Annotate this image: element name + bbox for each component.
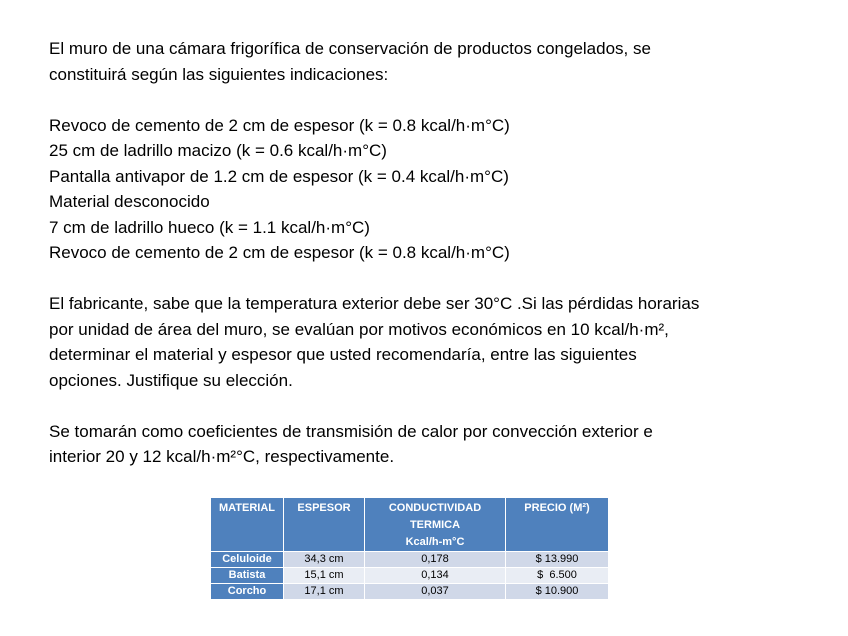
conductividad-cell: 0,037 bbox=[365, 584, 506, 600]
header-conductividad: CONDUCTIVIDAD TERMICA Kcal/h-m°C bbox=[365, 498, 506, 552]
espesor-cell: 17,1 cm bbox=[284, 584, 365, 600]
layer-line: Revoco de cemento de 2 cm de espesor (k = 0.8 kcal/h·m°C) bbox=[49, 115, 510, 135]
espesor-cell: 34,3 cm bbox=[284, 552, 365, 568]
precio-cell: $ 6.500 bbox=[506, 568, 609, 584]
layer-line: Pantalla antivapor de 1.2 cm de espesor (k = 0.4 kcal/h·m°C) bbox=[49, 166, 509, 186]
precio-cell: $ 10.900 bbox=[506, 584, 609, 600]
problem-statement bbox=[49, 36, 829, 470]
table-header-row bbox=[211, 498, 609, 552]
intro-line: El muro de una cámara frigorífica de conservación de productos congelados, se bbox=[49, 39, 651, 58]
espesor-cell: 15,1 cm bbox=[284, 568, 365, 584]
conductividad-cell: 0,178 bbox=[365, 552, 506, 568]
materials-table bbox=[210, 497, 609, 600]
header-precio: PRECIO (M²) bbox=[506, 498, 609, 552]
layer-line: Material desconocido bbox=[49, 192, 210, 211]
header-material: MATERIAL bbox=[211, 498, 284, 552]
coefficient-line: interior 20 y 12 kcal/h·m²°C, respectivamente. bbox=[49, 447, 395, 466]
material-name: Batista bbox=[211, 568, 284, 584]
precio-cell: $ 13.990 bbox=[506, 552, 609, 568]
header-espesor: ESPESOR bbox=[284, 498, 365, 552]
layer-line: 7 cm de ladrillo hueco (k = 1.1 kcal/h·m°C) bbox=[49, 217, 370, 237]
table-row bbox=[211, 568, 609, 584]
layer-line: 25 cm de ladrillo macizo (k = 0.6 kcal/h·m°C) bbox=[49, 141, 387, 160]
coefficient-line: Se tomarán como coeficientes de transmisión de calor por convección exterior e bbox=[49, 421, 653, 441]
conductividad-cell: 0,134 bbox=[365, 568, 506, 584]
problem-line: determinar el material y espesor que usted recomendaría, entre las siguientes bbox=[49, 345, 637, 364]
material-name: Corcho bbox=[211, 584, 284, 600]
material-name: Celuloide bbox=[211, 552, 284, 568]
table-row bbox=[211, 584, 609, 600]
intro-line: constituirá según las siguientes indicaciones: bbox=[49, 64, 389, 84]
layer-line: Revoco de cemento de 2 cm de espesor (k = 0.8 kcal/h·m°C) bbox=[49, 243, 510, 262]
problem-line: opciones. Justifique su elección. bbox=[49, 370, 293, 390]
problem-line: por unidad de área del muro, se evalúan por motivos económicos en 10 kcal/h·m², bbox=[49, 319, 669, 339]
table-row bbox=[211, 552, 609, 568]
problem-line: El fabricante, sabe que la temperatura exterior debe ser 30°C .Si las pérdidas horarias bbox=[49, 294, 700, 313]
